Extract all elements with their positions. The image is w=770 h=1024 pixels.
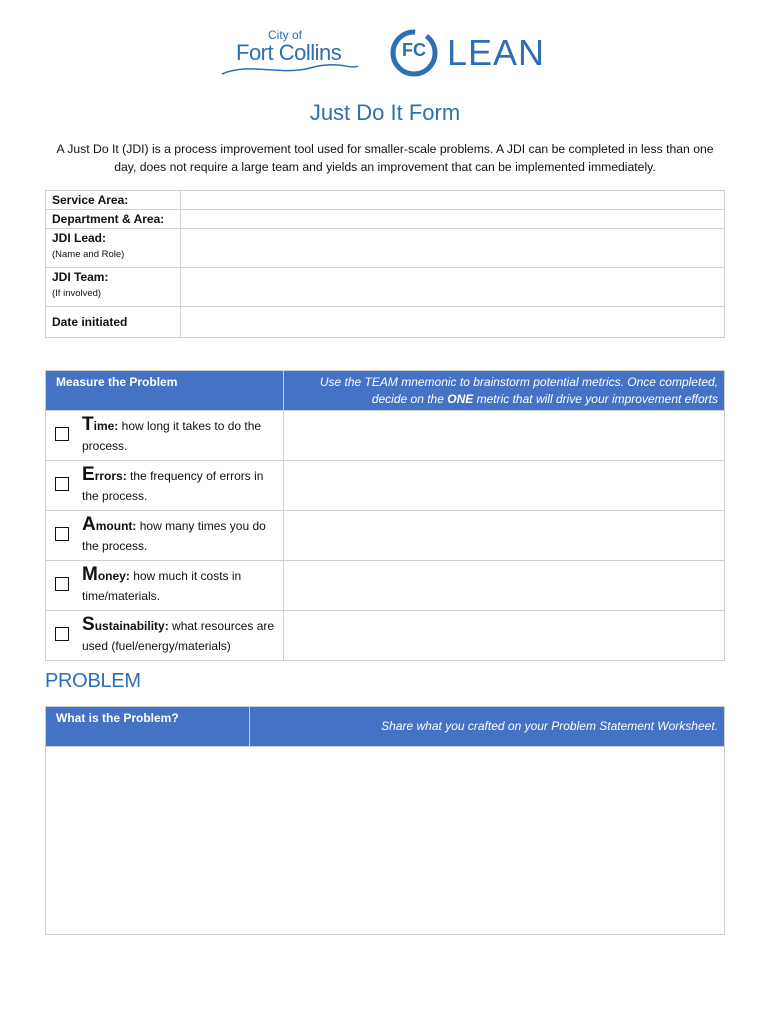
metric-label (78, 611, 284, 661)
jdi-team-field[interactable] (181, 268, 725, 307)
swoosh-icon (220, 64, 360, 78)
department-area-field[interactable] (181, 210, 725, 229)
info-row-department (46, 210, 725, 229)
metric-row-errors (46, 461, 725, 511)
metric-label (78, 411, 284, 461)
label-date-initiated (46, 307, 181, 338)
metric-label (78, 561, 284, 611)
info-row-service-area (46, 191, 725, 210)
label-text: JDI Team: (52, 270, 109, 284)
metric-keyword: oney: (97, 569, 130, 583)
measure-header (46, 371, 725, 411)
instruction-text-end: metric that will drive your improvement efforts (476, 391, 718, 406)
problem-header-left: What is the Problem? (46, 707, 250, 747)
intro-text: A Just Do It (JDI) is a process improvement tool used for smaller-scale problems. A JDI can be completed in less than one day, does not require a large team and yields an improvement that can be implemented immediately. (56, 142, 714, 174)
checkbox-icon[interactable] (55, 477, 69, 491)
metric-keyword: mount: (95, 519, 137, 533)
problem-table (45, 706, 725, 935)
metric-description: the frequency of errors in the process. (82, 469, 264, 503)
metric-initial: A (82, 514, 96, 535)
info-table (45, 190, 725, 338)
label-text: JDI Lead: (52, 231, 107, 245)
info-row-jdi-lead (46, 229, 725, 268)
metric-notes-amount[interactable] (284, 511, 725, 561)
instruction-text: Use the TEAM mnemonic to brainstorm potential metrics. Once completed, decide on the (319, 374, 718, 406)
info-row-jdi-team (46, 268, 725, 307)
problem-heading: PROBLEM (45, 670, 141, 692)
metric-notes-errors[interactable] (284, 461, 725, 511)
metric-keyword: ime: (93, 419, 119, 433)
metric-row-time (46, 411, 725, 461)
metric-description: how much it costs in time/materials. (82, 569, 242, 603)
metric-description: how long it takes to do the process. (82, 419, 262, 453)
metric-keyword: ustainability: (94, 619, 169, 633)
label-subtext: (If involved) (52, 288, 102, 299)
measure-table (45, 370, 725, 661)
label-jdi-lead (46, 229, 181, 268)
checkbox-icon[interactable] (55, 527, 69, 541)
metric-initial: S (82, 614, 95, 635)
date-initiated-field[interactable] (181, 307, 725, 338)
checkbox-sustainability[interactable] (46, 611, 79, 661)
metric-description: how many times you do the process. (82, 519, 266, 553)
jdi-lead-field[interactable] (181, 229, 725, 268)
info-row-date (46, 307, 725, 338)
metric-notes-sustainability[interactable] (284, 611, 725, 661)
label-text: Service Area: (52, 193, 129, 207)
label-text: Department & Area: (52, 212, 165, 226)
label-jdi-team (46, 268, 181, 307)
fc-lean-logo (389, 28, 559, 80)
label-text: Date initiated (52, 315, 128, 329)
metric-initial: E (82, 464, 95, 485)
label-subtext: (Name and Role) (52, 249, 125, 260)
checkbox-errors[interactable] (46, 461, 79, 511)
logo-fort-collins: Fort Collins (236, 40, 342, 65)
metric-keyword: rrors: (94, 469, 127, 483)
problem-body-row (46, 747, 725, 935)
metric-notes-time[interactable] (284, 411, 725, 461)
metric-row-money (46, 561, 725, 611)
fort-collins-logo (220, 28, 360, 80)
checkbox-icon[interactable] (55, 577, 69, 591)
metric-initial: T (82, 414, 94, 435)
metric-label (78, 511, 284, 561)
checkbox-money[interactable] (46, 561, 79, 611)
problem-statement-field[interactable] (46, 747, 725, 935)
page-title: Just Do It Form (309, 100, 461, 125)
logo-city-of: City of (268, 28, 303, 42)
checkbox-icon[interactable] (55, 627, 69, 641)
label-service-area (46, 191, 181, 210)
lean-wordmark: LEAN (447, 32, 546, 73)
logos-header (0, 24, 770, 84)
metric-row-amount (46, 511, 725, 561)
checkbox-time[interactable] (46, 411, 79, 461)
problem-header-right: Share what you crafted on your Problem Statement Worksheet. (250, 707, 725, 747)
metric-initial: M (82, 564, 98, 585)
problem-header (46, 707, 725, 747)
service-area-field[interactable] (181, 191, 725, 210)
metric-description: what resources are used (fuel/energy/materials) (82, 619, 275, 653)
metric-label (78, 461, 284, 511)
instruction-emphasis: ONE (447, 391, 474, 406)
label-department (46, 210, 181, 229)
checkbox-amount[interactable] (46, 511, 79, 561)
metric-row-sustainability (46, 611, 725, 661)
checkbox-icon[interactable] (55, 427, 69, 441)
fc-badge-text: FC (402, 40, 426, 60)
measure-header-right (284, 371, 725, 411)
metric-notes-money[interactable] (284, 561, 725, 611)
measure-header-left: Measure the Problem (46, 371, 284, 411)
